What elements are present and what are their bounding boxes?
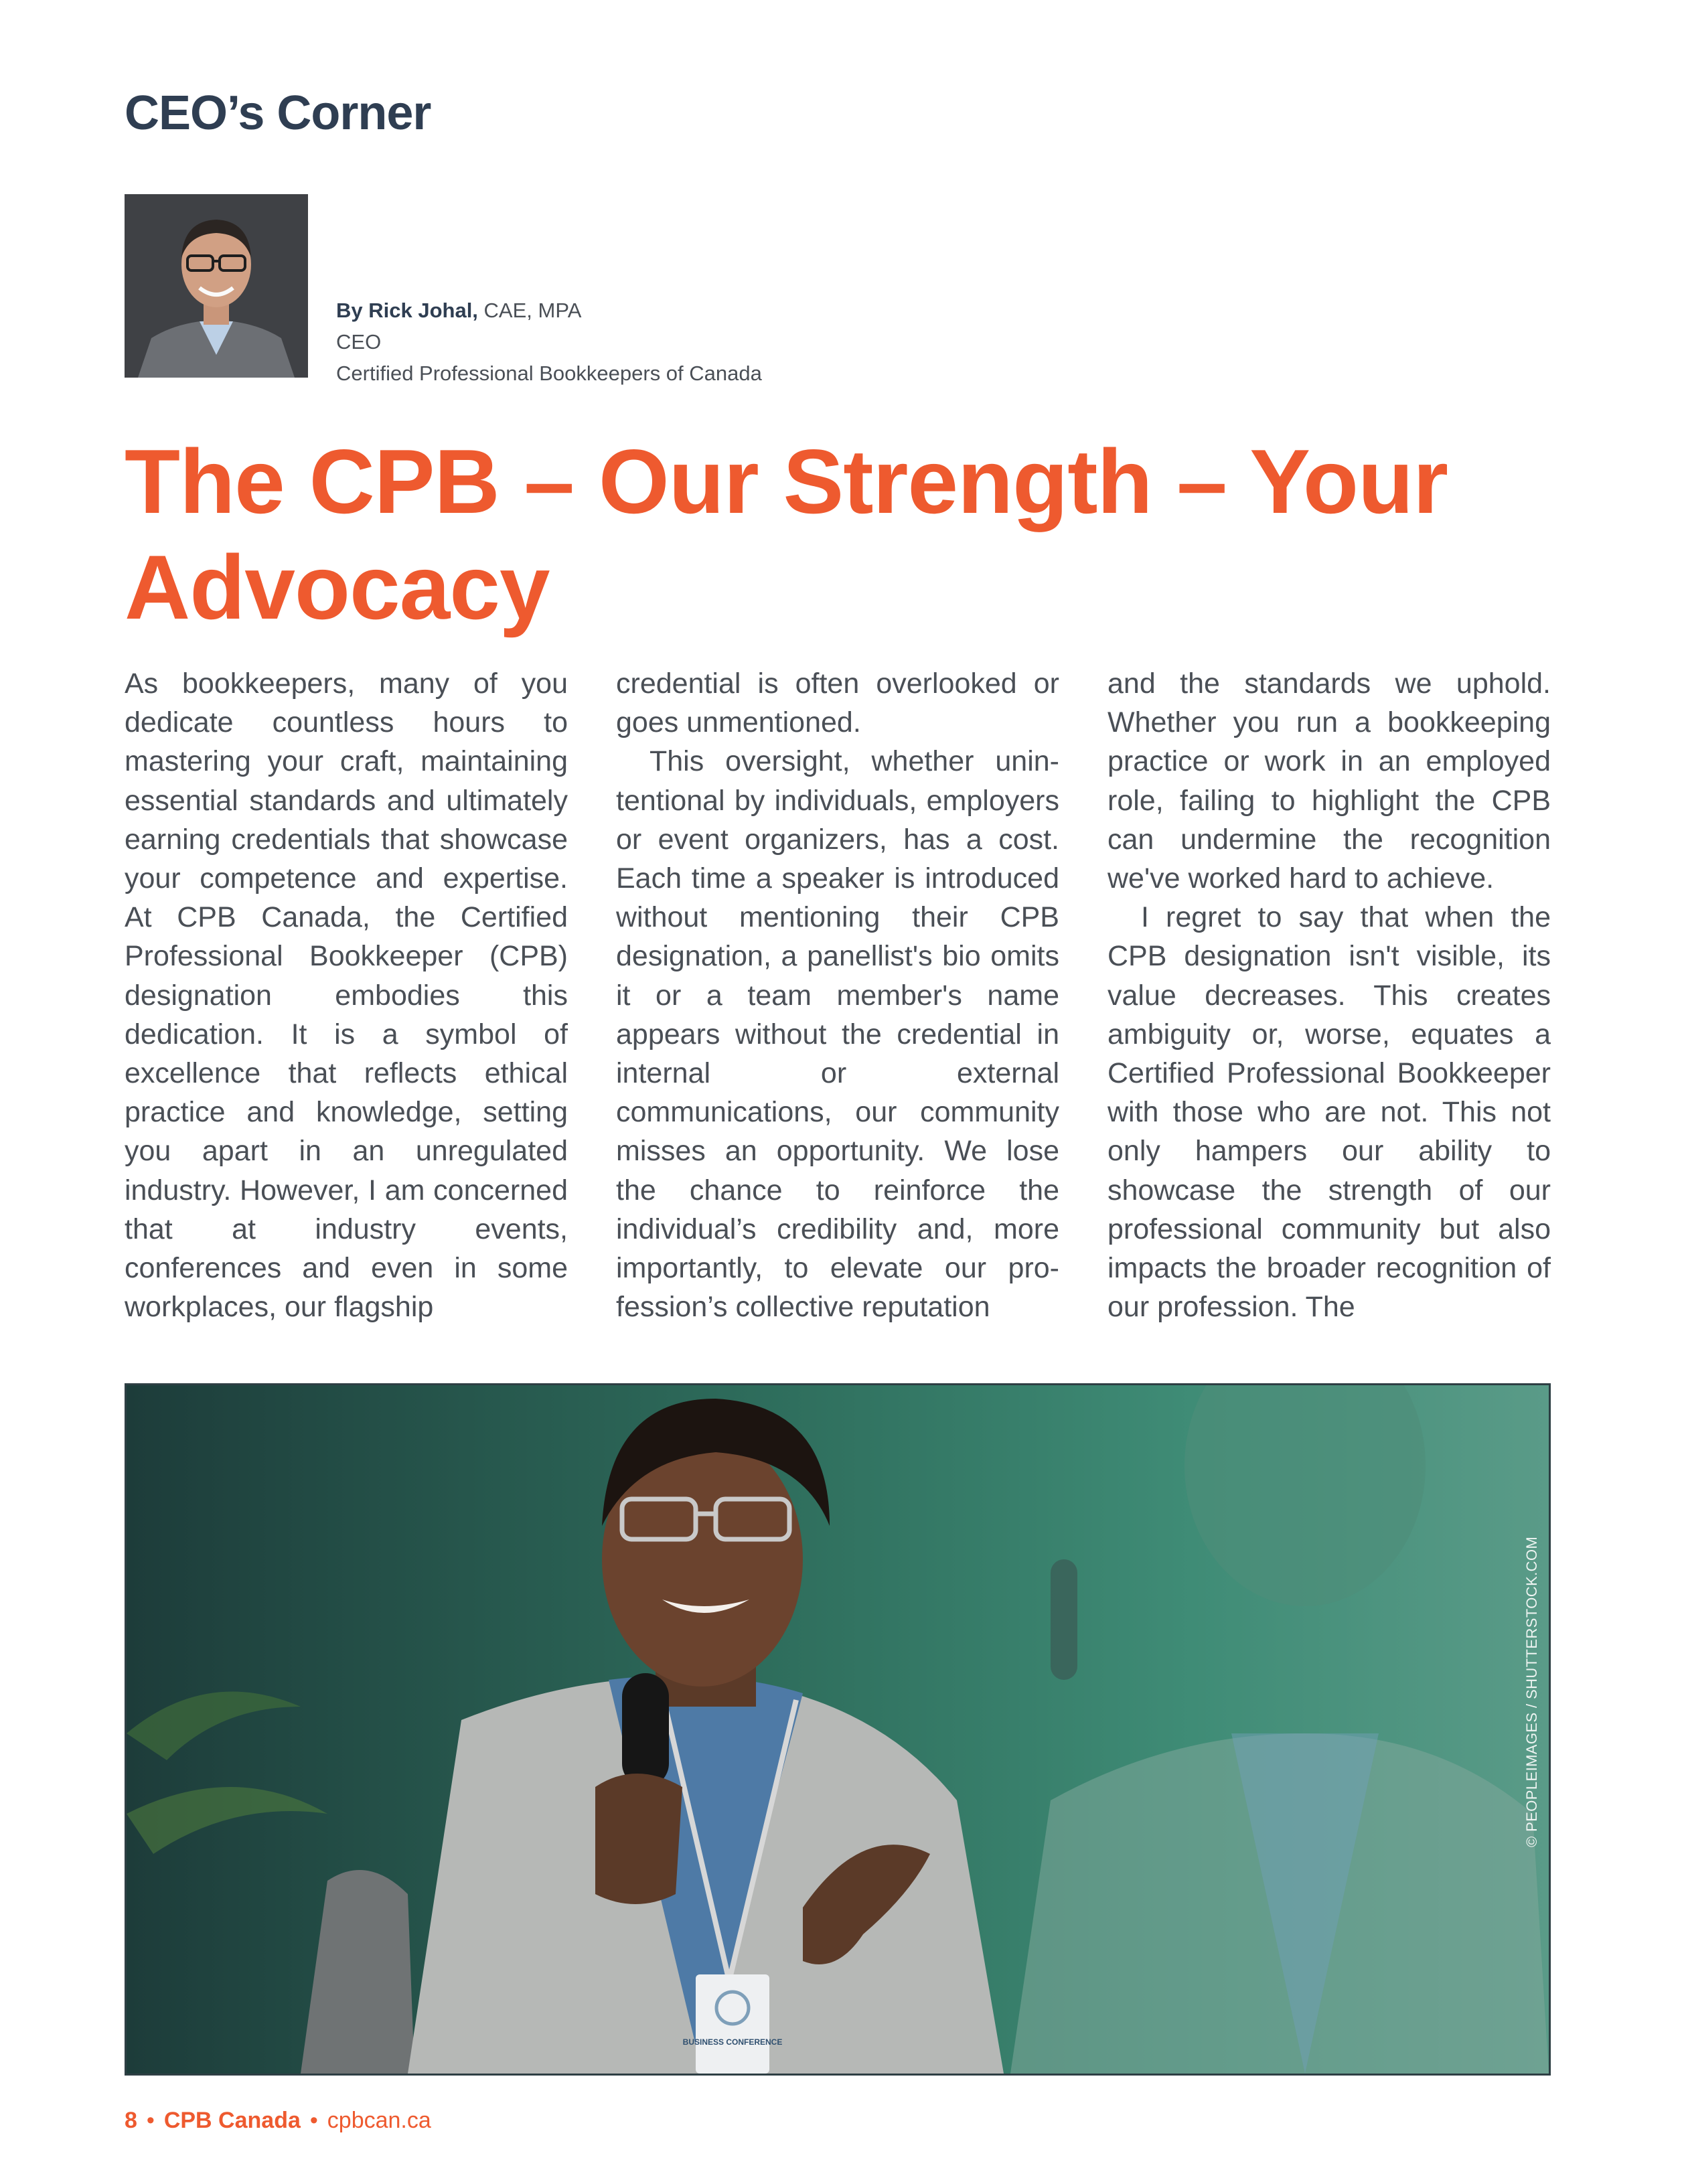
article-column-1 bbox=[125, 664, 568, 1327]
author-name-line bbox=[336, 295, 762, 326]
author-name: By Rick Johal, bbox=[336, 299, 478, 322]
article-column-2 bbox=[616, 664, 1059, 1327]
paragraph: and the standards we uphold. Whether you run a bookkeeping practice or work in an employed role, failing to highlight the CPB can undermine the recognition we've worked hard to achieve. bbox=[1107, 668, 1551, 895]
speaker-photo bbox=[125, 1383, 1551, 2076]
author-role: CEO bbox=[336, 330, 382, 354]
article-body bbox=[125, 664, 1551, 1327]
headline-line-2: Advocacy bbox=[125, 536, 550, 638]
section-title: CEO’s Corner bbox=[125, 86, 431, 140]
photo-credit: © PEOPLEIMAGES / SHUTTERSTOCK.COM bbox=[1523, 1536, 1540, 1847]
author-organization: Certified Professional Bookkeepers of Canada bbox=[336, 362, 762, 385]
magazine-name: CPB Canada bbox=[163, 2108, 301, 2133]
author-byline bbox=[336, 295, 762, 389]
photo-credit-wrap bbox=[1519, 1459, 1546, 1861]
paragraph: I regret to say that when the CPB designation isn't visible, its value decreases. This creates ambiguity or, worse, equates a Certified Professional Bookkeeper with those who are not. This not only hampers our ability to showcase the strength of our professional community but also impacts the broader recognition of our profession. The bbox=[1107, 901, 1551, 1324]
footer-separator: • bbox=[309, 2108, 318, 2133]
headline-line-1: The CPB – Our Strength – Your bbox=[125, 431, 1448, 532]
badge-text: BUSINESS CONFERENCE bbox=[682, 2037, 783, 2047]
article-column-3 bbox=[1107, 664, 1551, 1327]
page-number: 8 bbox=[125, 2108, 137, 2133]
article-headline bbox=[125, 428, 1564, 640]
page-footer bbox=[125, 2108, 431, 2134]
footer-separator: • bbox=[146, 2108, 155, 2133]
author-credentials: CAE, MPA bbox=[477, 299, 582, 322]
website-link[interactable]: cpbcan.ca bbox=[327, 2108, 431, 2133]
paragraph: This oversight, whether unintentional by individuals, employers or event organizers, has a cost. Each time a speaker is introduced without mentioning their CPB designation, a panellist's bio omits it or a team member's name appears without the credential in internal or external communications, our community misses an opportunity. We lose the chance to reinforce the individual’s credibility and, more importantly, to elevate our profession’s collective reputation bbox=[616, 745, 1059, 1324]
paragraph: credential is often overlooked or goes unmentioned. bbox=[616, 668, 1059, 739]
paragraph: As bookkeepers, many of you dedicate countless hours to mastering your craft, maintaining essential standards and ultimately earning credentials that showcase your competence and expertise. At CPB Canada, the Certified Professional Bookkeeper (CPB) designation embodies this dedication. It is a symbol of excellence that reflects ethical practice and knowledge, setting you apart in an unregulated industry. However, I am concerned that at industry events, conferences and even in some workplaces, our flagship bbox=[125, 668, 568, 1324]
author-photo bbox=[125, 194, 308, 378]
